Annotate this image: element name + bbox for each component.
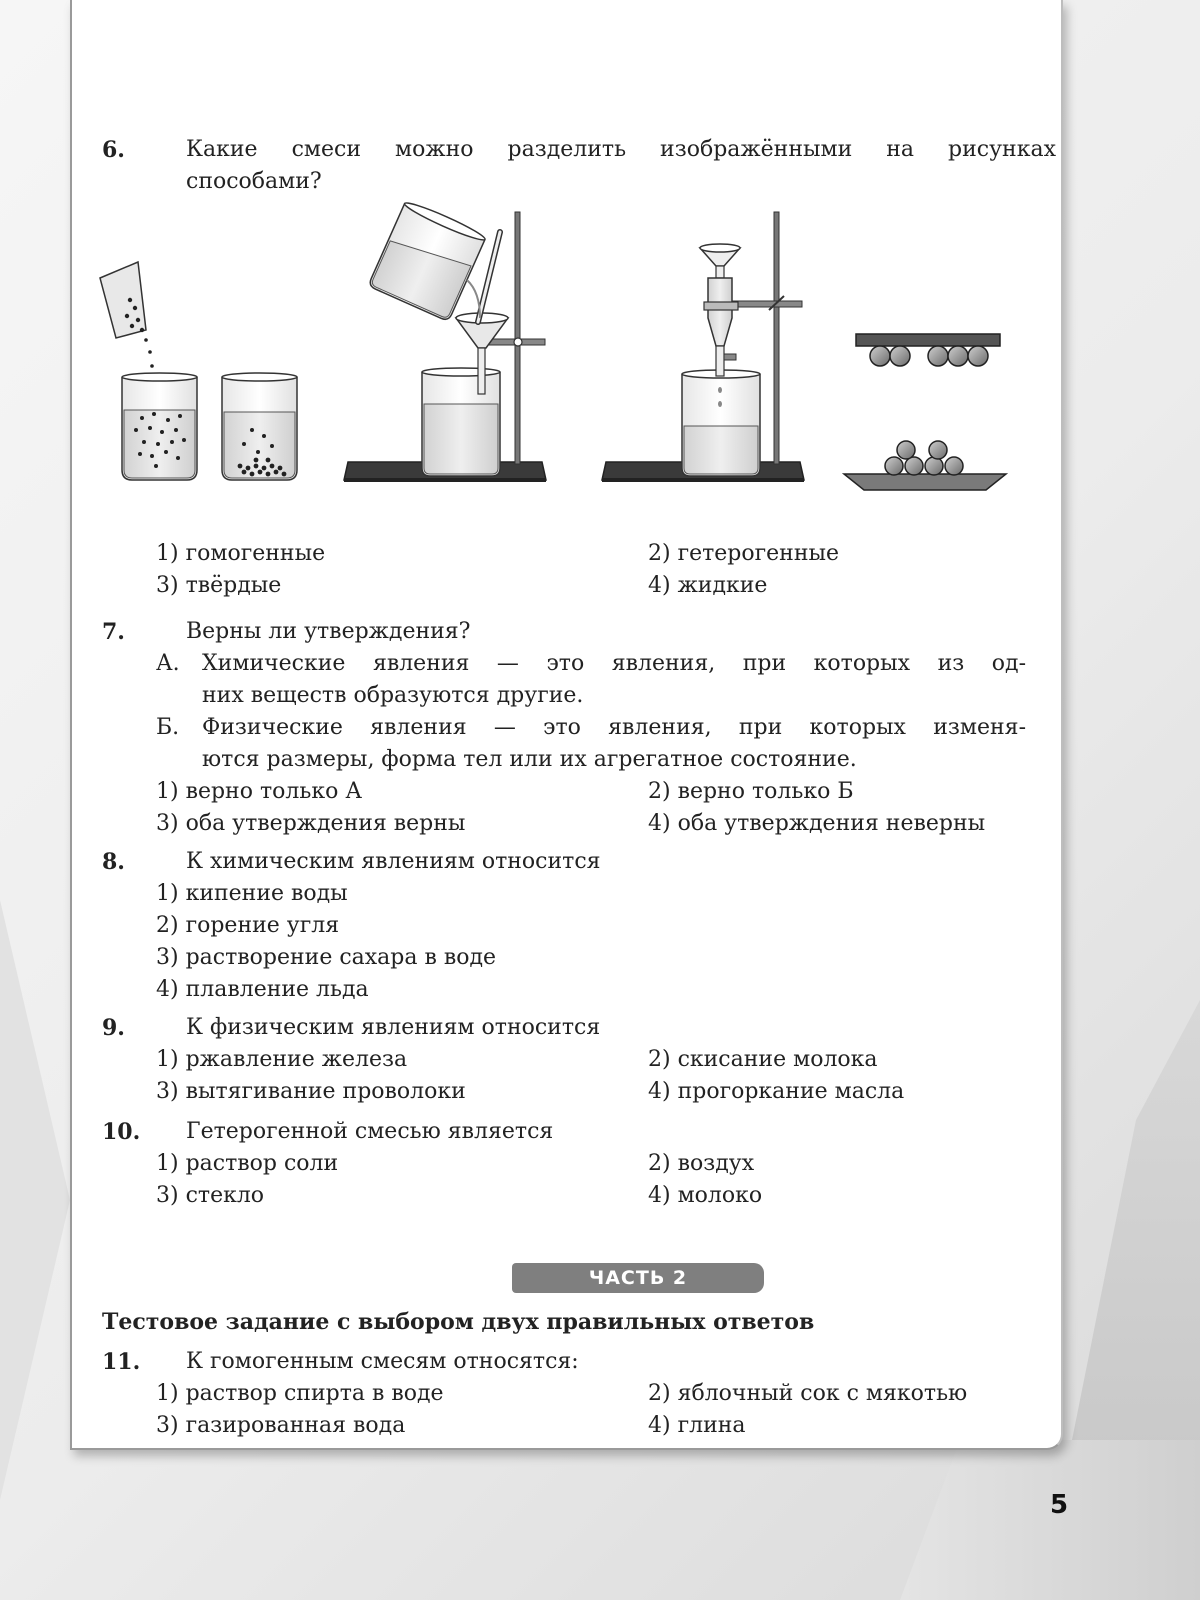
question-text: К физическим явлениям относится bbox=[186, 1015, 601, 1040]
question-text: Гетерогенной смесью является bbox=[186, 1119, 554, 1144]
question-number: 8. bbox=[102, 849, 125, 875]
question-text: К гомогенным смесям относятся: bbox=[186, 1349, 579, 1374]
question-text: Какие смеси можно разделить изображёнными на рисунках bbox=[186, 137, 1056, 162]
answer-option[interactable]: 1) верно только А bbox=[156, 779, 362, 804]
settling-figure bbox=[100, 262, 297, 480]
pouring-beaker bbox=[368, 199, 487, 322]
statement-text: Физические явления — это явления, при которых изменя- bbox=[202, 715, 1026, 740]
question-number: 11. bbox=[102, 1349, 141, 1375]
answer-option[interactable]: 3) стекло bbox=[156, 1183, 265, 1208]
statement-label: Б. bbox=[156, 715, 180, 740]
beaker-settled bbox=[222, 373, 297, 480]
answer-option[interactable]: 1) гомогенные bbox=[156, 541, 326, 566]
part-2-badge: ЧАСТЬ 2 bbox=[512, 1263, 764, 1293]
stand-rod bbox=[774, 212, 779, 464]
question-text: Верны ли утверждения? bbox=[186, 619, 471, 644]
paper-sheet bbox=[100, 262, 146, 338]
page-number: 5 bbox=[1050, 1490, 1069, 1520]
answer-option[interactable]: 3) оба утверждения верны bbox=[156, 811, 466, 836]
answer-option[interactable]: 4) молоко bbox=[648, 1183, 763, 1208]
question-number: 9. bbox=[102, 1015, 125, 1041]
question-number: 6. bbox=[102, 137, 125, 163]
answer-option[interactable]: 4) оба утверждения неверны bbox=[648, 811, 986, 836]
statement-text-continued: них веществ образуются другие. bbox=[202, 683, 584, 708]
answer-option[interactable]: 2) гетерогенные bbox=[648, 541, 840, 566]
answer-option[interactable]: 4) глина bbox=[648, 1413, 746, 1438]
answer-option[interactable]: 2) воздух bbox=[648, 1151, 755, 1176]
answer-option[interactable]: 1) ржавление железа bbox=[156, 1047, 408, 1072]
answer-option[interactable]: 2) верно только Б bbox=[648, 779, 854, 804]
answer-option[interactable]: 1) раствор соли bbox=[156, 1151, 339, 1176]
answer-option[interactable]: 1) раствор спирта в воде bbox=[156, 1381, 444, 1406]
answer-option[interactable]: 2) скисание молока bbox=[648, 1047, 878, 1072]
answer-option[interactable]: 3) вытягивание проволоки bbox=[156, 1079, 466, 1104]
background-shape bbox=[0, 900, 70, 1500]
beaker-suspension bbox=[122, 373, 197, 480]
attracted-balls bbox=[870, 346, 988, 366]
separation-methods-illustration bbox=[72, 0, 1065, 520]
magnet-plate bbox=[856, 334, 1000, 346]
magnet-separation-figure bbox=[844, 334, 1006, 490]
answer-option[interactable]: 4) жидкие bbox=[648, 573, 768, 598]
background-shape bbox=[900, 1440, 1200, 1600]
answer-option[interactable]: 3) газированная вода bbox=[156, 1413, 406, 1438]
answer-option[interactable]: 3) твёрдые bbox=[156, 573, 282, 598]
question-text-continued: способами? bbox=[186, 169, 322, 194]
question-text: К химическим явлениям относится bbox=[186, 849, 601, 874]
filtration-figure bbox=[344, 199, 546, 482]
question-number: 7. bbox=[102, 619, 125, 645]
task-heading: Тестовое задание с выбором двух правильных ответов bbox=[102, 1309, 815, 1335]
answer-option[interactable]: 4) прогоркание масла bbox=[648, 1079, 905, 1104]
answer-option[interactable]: 3) растворение сахара в воде bbox=[156, 945, 497, 970]
question-number: 10. bbox=[102, 1119, 141, 1145]
statement-text-continued: ются размеры, форма тел или их агрегатное состояние. bbox=[202, 747, 857, 772]
answer-option[interactable]: 4) плавление льда bbox=[156, 977, 369, 1002]
answer-option[interactable]: 2) яблочный сок с мякотью bbox=[648, 1381, 968, 1406]
answer-option[interactable]: 2) горение угля bbox=[156, 913, 340, 938]
statement-label: А. bbox=[156, 651, 180, 676]
answer-option[interactable]: 1) кипение воды bbox=[156, 881, 348, 906]
remaining-balls bbox=[885, 441, 963, 475]
statement-text: Химические явления — это явления, при которых из од- bbox=[202, 651, 1026, 676]
dish bbox=[844, 474, 1006, 490]
textbook-page bbox=[70, 0, 1063, 1450]
separating-funnel bbox=[708, 278, 732, 346]
separating-funnel-figure bbox=[602, 212, 804, 482]
